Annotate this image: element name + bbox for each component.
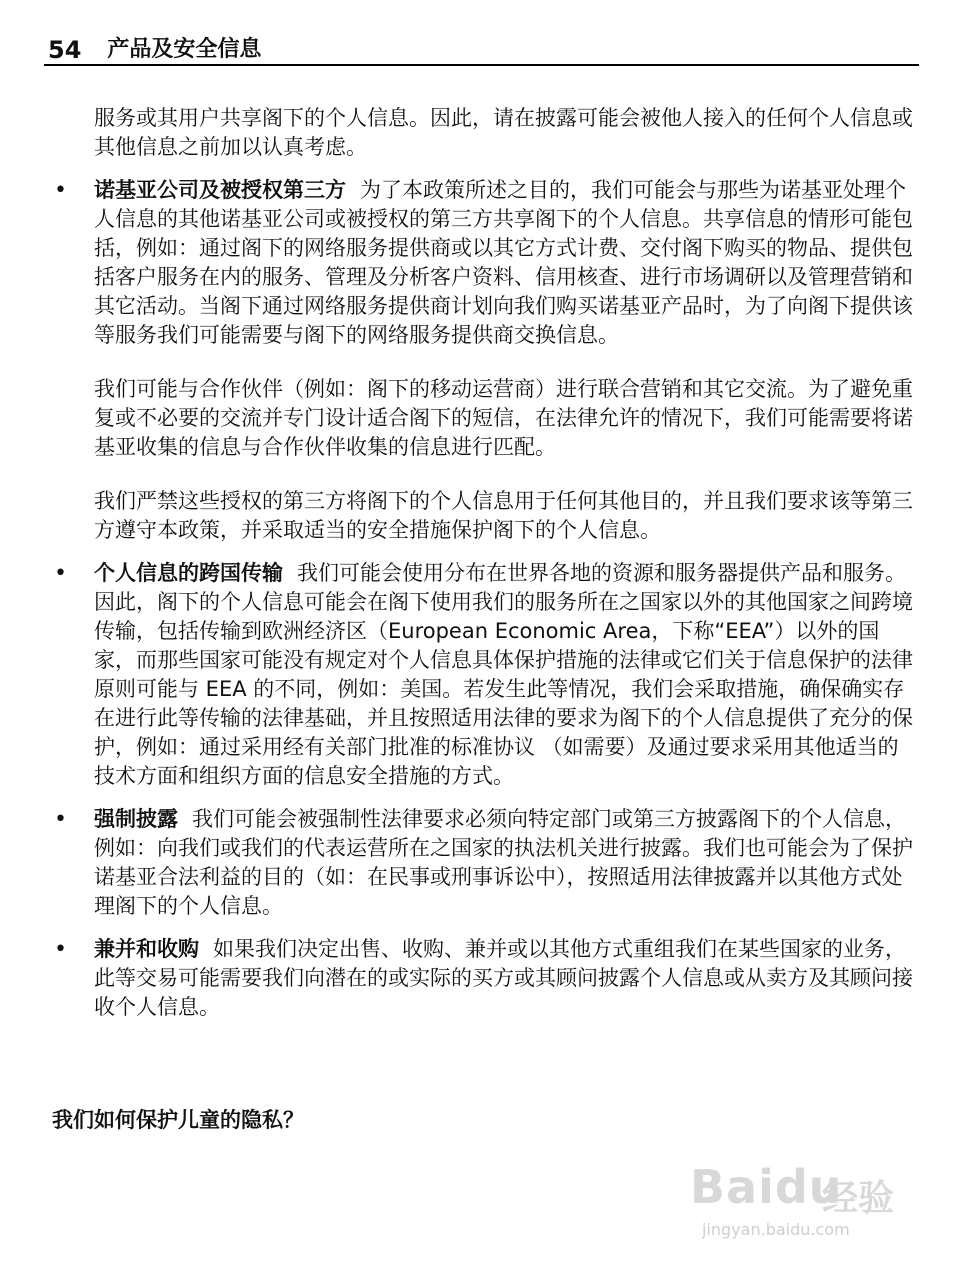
bullet-icon: • bbox=[54, 937, 67, 962]
list-item-lead: 兼并和收购 bbox=[94, 937, 199, 961]
document-body bbox=[54, 104, 916, 1022]
bullet-icon: • bbox=[54, 561, 67, 586]
page-number: 54 bbox=[48, 36, 82, 64]
baidu-watermark bbox=[690, 1160, 930, 1260]
list-item-text: 如果我们决定出售、收购、兼并或以其他方式重组我们在某些国家的业务，此等交易可能需要我们向潜在的或实际的买方或其顾问披露个人信息或从卖方及其顾问接收个人信息。 bbox=[94, 937, 913, 1019]
watermark-url: jingyan.baidu.com bbox=[702, 1220, 850, 1239]
list-item-cross-border-transfer bbox=[54, 559, 916, 791]
list-item-paragraph: 我们严禁这些授权的第三方将阁下的个人信息用于任何其他目的，并且我们要求该等第三方遵守本政策，并采取适当的安全措施保护阁下的个人信息。 bbox=[94, 489, 913, 542]
list-item-text: 为了本政策所述之目的，我们可能会与那些为诺基亚处理个人信息的其他诺基亚公司或被授权的第三方共享阁下的个人信息。共享信息的情形可能包括，例如：通过阁下的网络服务提供商或以其它方式计费、交付阁下购买的物品、提供包括客户服务在内的服务、管理及分析客户资料、信用核查、进行市场调研以及管理营销和其它活动。当阁下通过网络服务提供商计划向我们购买诺基亚产品时，为了向阁下提供该等服务我们可能需要与阁下的网络服务提供商交换信息。 bbox=[94, 178, 913, 347]
list-item-paragraph: 我们可能与合作伙伴（例如：阁下的移动运营商）进行联合营销和其它交流。为了避免重复或不必要的交流并专门设计适合阁下的短信，在法律允许的情况下，我们可能需要将诺基亚收集的信息与合作伙伴收集的信息进行匹配。 bbox=[94, 377, 913, 459]
list-item-mergers-acquisitions bbox=[54, 935, 916, 1022]
intro-paragraph: 服务或其用户共享阁下的个人信息。因此，请在披露可能会被他人接入的任何个人信息或其他信息之前加以认真考虑。 bbox=[94, 106, 913, 159]
list-item-paragraph bbox=[94, 935, 916, 1022]
list-item-paragraph bbox=[94, 559, 916, 791]
list-item-mandatory-disclosure bbox=[54, 805, 916, 921]
list-item-lead: 个人信息的跨国传输 bbox=[94, 561, 283, 585]
list-item-paragraph bbox=[94, 805, 916, 921]
list-item-paragraph bbox=[94, 176, 916, 350]
watermark-brand: Baidu bbox=[690, 1160, 843, 1214]
section-title: 产品及安全信息 bbox=[107, 37, 262, 62]
bullet-icon: • bbox=[54, 807, 67, 832]
list-item-nokia-third-parties bbox=[54, 176, 916, 545]
section-heading-children-privacy: 我们如何保护儿童的隐私？ bbox=[52, 1108, 304, 1132]
list-item-lead: 强制披露 bbox=[94, 807, 178, 831]
list-item-text: 我们可能会使用分布在世界各地的资源和服务器提供产品和服务。因此，阁下的个人信息可能会在阁下使用我们的服务所在之国家以外的其他国家之间跨境传输，包括传输到欧洲经济区（European Economic Area，下称“EEA”）以外的国家，而那些国家可能没有规定对个人信息具体保护措施的法律或它们关于信息保护的法律原则可能与 EEA 的不同，例如：美国。若发生此等情况，我们会采取措施，确保确实存在进行此等传输的法律基础，并且按照适用法律的要求为阁下的个人信息提供了充分的保护，例如：通过采用经有关部门批准的标准协议 （如需要）及通过要求采用其他适当的技术方面和组织方面的信息安全措施的方式。 bbox=[94, 561, 913, 788]
page-header bbox=[44, 34, 919, 66]
watermark-brand-cn: 经验 bbox=[822, 1178, 895, 1219]
list-item-lead: 诺基亚公司及被授权第三方 bbox=[94, 178, 346, 202]
bullet-icon: • bbox=[54, 178, 67, 203]
list-item-text: 我们可能会被强制性法律要求必须向特定部门或第三方披露阁下的个人信息，例如：向我们或我们的代表运营所在之国家的执法机关进行披露。我们也可能会为了保护诺基亚合法利益的目的（如：在民事或刑事诉讼中），按照适用法律披露并以其他方式处理阁下的个人信息。 bbox=[94, 807, 913, 918]
